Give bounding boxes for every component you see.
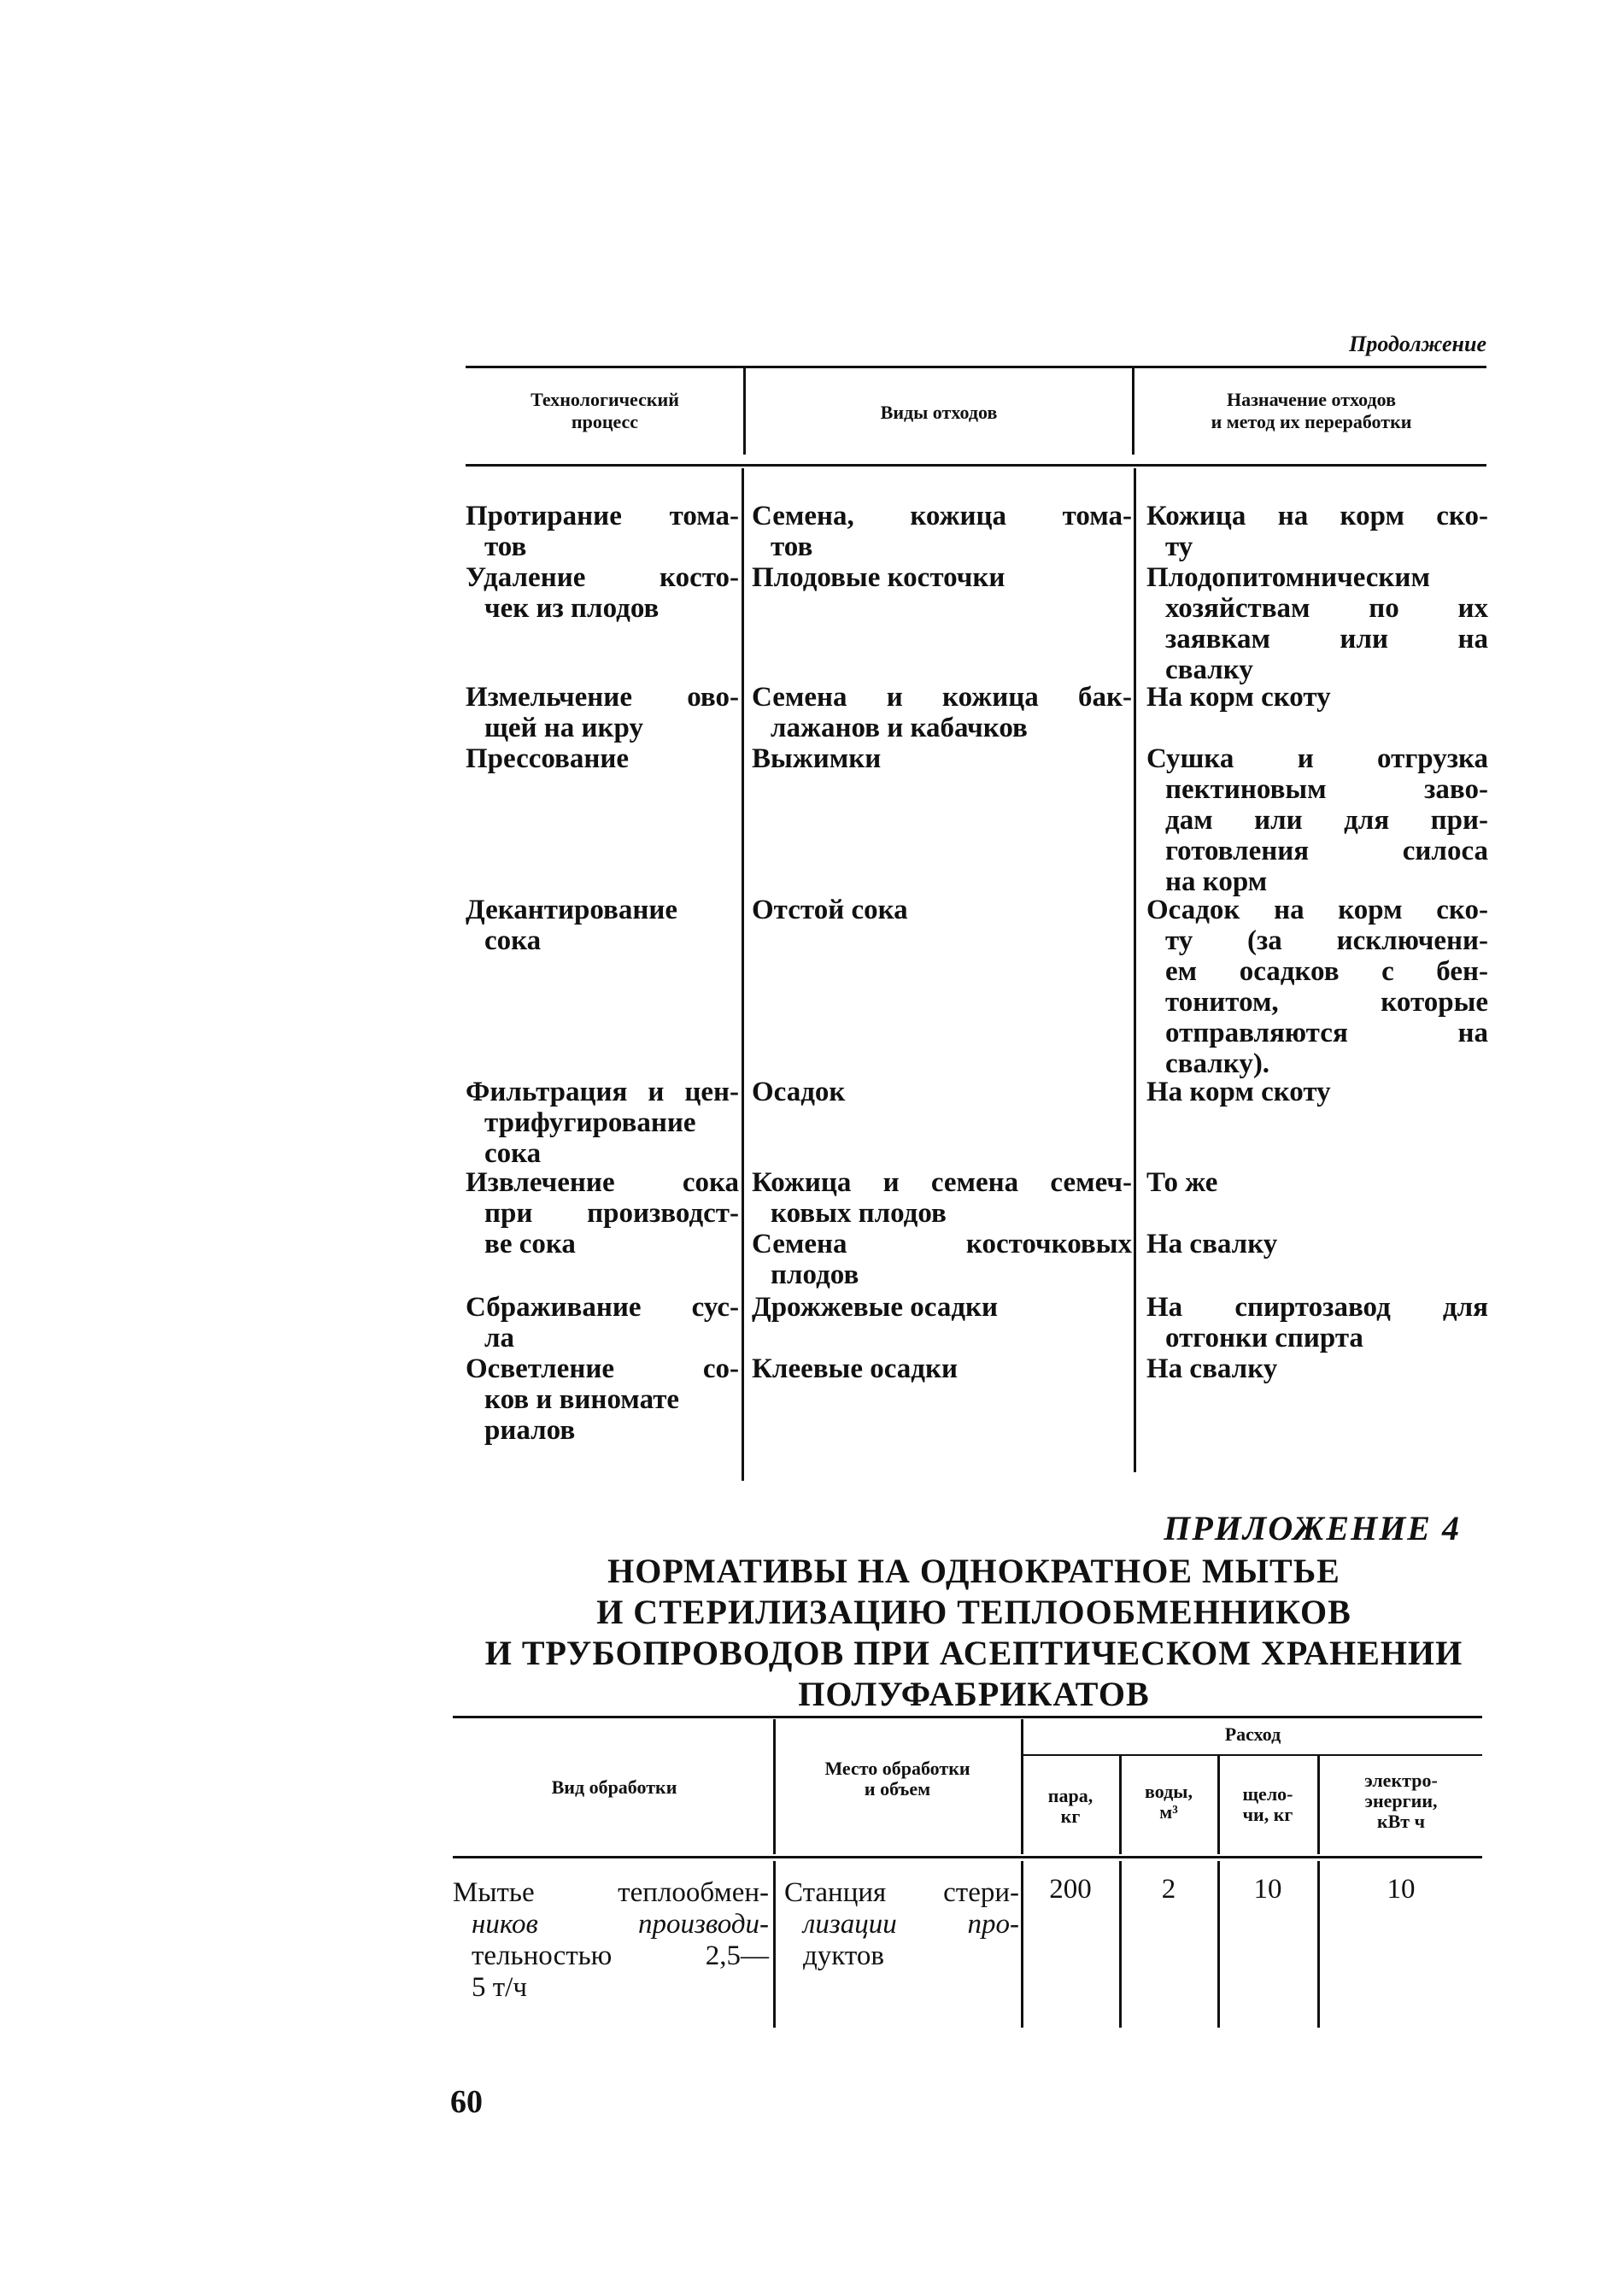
table1-cell-waste: Семена, кожица тома- тов <box>752 501 1132 562</box>
table1-cell-use: Плодопитомническим хозяйствам по их заявкам или на свалку <box>1146 562 1488 685</box>
table1-cell-use: Сушка и отгрузка пектиновым заво- дам или для при- готовления силоса на корм <box>1146 743 1488 897</box>
table1-cell-use: Осадок на корм ско- ту (за исключени- ем осадков с бен- тонитом, которые отправляются на свалку). <box>1146 895 1488 1079</box>
table1-col-divider <box>743 367 746 455</box>
table1-cell-use: На свалку <box>1146 1353 1278 1384</box>
table1-header-rule <box>466 464 1486 467</box>
table1-cell-use: Кожица на корм ско- ту <box>1146 501 1488 562</box>
table1-cell-waste: Плодовые косточки <box>752 562 1005 593</box>
table2-cell-water: 2 <box>1161 1874 1176 1905</box>
table1-cell-use: То же <box>1146 1167 1218 1198</box>
table1-cell-process: Осветление со- ков и виномате риалов <box>466 1353 739 1446</box>
table2-cell-alkali: 10 <box>1253 1874 1282 1905</box>
table1-col-divider <box>1132 367 1134 455</box>
table2-cell-power: 10 <box>1387 1874 1416 1905</box>
table2-header-consumption: Расход <box>1224 1723 1281 1745</box>
table2-cell-type: Мытье теплообмен- ников производи- тельностью 2,5— 5 т/ч <box>453 1877 769 2003</box>
table1-cell-process: Измельчение ово- щей на икру <box>466 682 739 743</box>
table1-header-waste: Виды отходов <box>880 402 998 423</box>
table1-cell-waste: Отстой сока <box>752 895 908 925</box>
table2-header-power: электро- энергии, кВт ч <box>1364 1770 1438 1832</box>
table1-header-process: Технологический процесс <box>531 389 679 432</box>
table1-cell-process: Фильтрация и цен- трифугирование сока <box>466 1077 739 1169</box>
table1-cell-use: На корм скоту <box>1146 682 1331 713</box>
appendix-label: ПРИЛОЖЕНИЕ 4 <box>1164 1509 1461 1547</box>
table1-top-rule <box>466 366 1486 368</box>
table2-header-place: Место обработки и объем <box>824 1758 970 1800</box>
table1-cell-process: Протирание тома- тов <box>466 501 739 562</box>
table2-cell-place: Станция стери- лизации про- дуктов <box>784 1877 1019 1971</box>
table2-subheader-rule <box>1021 1754 1482 1756</box>
table1-cell-waste: Семена косточковых плодов <box>752 1229 1132 1290</box>
table1-cell-waste: Кожица и семена семеч- ковых плодов <box>752 1167 1132 1229</box>
table1-cell-process: Удаление косто- чек из плодов <box>466 562 739 624</box>
table1-cell-waste: Семена и кожица бак- лажанов и кабачков <box>752 682 1132 743</box>
table1-cell-use: На корм скоту <box>1146 1077 1331 1107</box>
table2-header-water: воды, м³ <box>1145 1781 1193 1823</box>
table2-header-alkali: щело- чи, кг <box>1242 1783 1293 1825</box>
table2-header-rule <box>453 1856 1482 1858</box>
table1-cell-process: Декантирование сока <box>466 895 678 956</box>
table1-cell-process: Сбраживание сус- ла <box>466 1292 739 1353</box>
table2-top-rule <box>453 1716 1482 1718</box>
table2-col-divider <box>773 1861 776 2028</box>
continuation-label: Продолжение <box>1349 332 1486 356</box>
table2-header-steam: пара, кг <box>1047 1785 1093 1827</box>
page-number: 60 <box>450 2084 483 2120</box>
table2-header-type: Вид обработки <box>551 1776 677 1798</box>
table1-cell-waste: Клеевые осадки <box>752 1353 958 1384</box>
table1-cell-use: На спиртозавод для отгонки спирта <box>1146 1292 1488 1353</box>
table2-cell-steam: 200 <box>1049 1874 1092 1905</box>
table1-cell-process: Извлечение сока при производст- ве сока <box>466 1167 739 1259</box>
appendix-title: НОРМАТИВЫ НА ОДНОКРАТНОЕ МЫТЬЕ И СТЕРИЛИЗАЦИЮ ТЕПЛООБМЕННИКОВ И ТРУБОПРОВОДОВ ПРИ АСЕПТИЧЕСКОМ ХРАНЕНИИ ПОЛУФАБРИКАТОВ <box>484 1552 1463 1713</box>
table1-cell-waste: Выжимки <box>752 743 882 774</box>
table1-cell-process: Прессование <box>466 743 630 774</box>
table1-col-divider <box>1134 468 1136 1472</box>
table1-cell-waste: Осадок <box>752 1077 846 1107</box>
table1-col-divider <box>742 468 744 1481</box>
table1-cell-waste: Дрожжевые осадки <box>752 1292 999 1323</box>
table1-cell-use: На свалку <box>1146 1229 1278 1259</box>
table1-header-use: Назначение отходов и метод их переработки <box>1211 389 1412 432</box>
